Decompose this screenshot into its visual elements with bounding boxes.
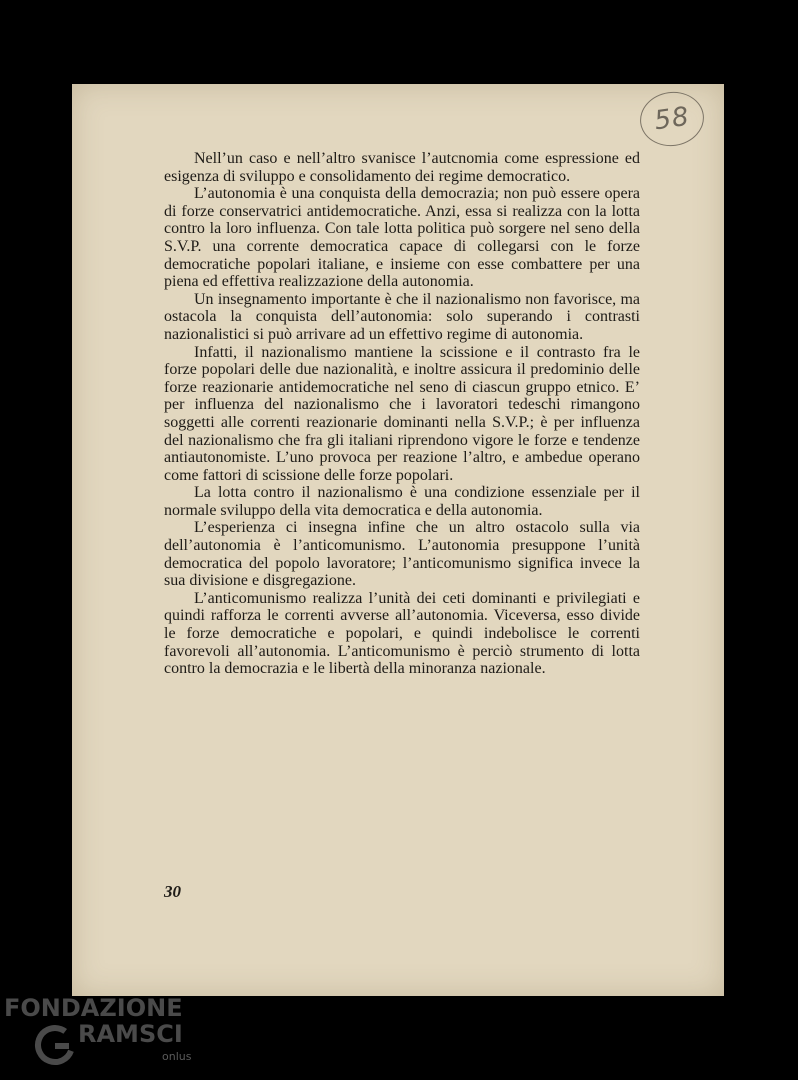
logo-g-letter: G — [55, 1050, 56, 1051]
logo-onlus: onlus — [162, 1050, 192, 1063]
paragraph: Nell’un caso e nell’altro svanisce l’autcnomia come espressione ed esigenza di sviluppo e consolidamento dei regime democratico. — [164, 150, 640, 185]
paragraph: L’autonomia è una conquista della democrazia; non può essere opera di forze conservatrici antidemocratiche. Anzi, essa si realizza con la lotta contro la loro influenza. Con tale lotta politica può sorgere nel seno della S.V.P. una corrente democratica capace di collegarsi con le forze democratiche popolari italiane, e insieme con esse combattere per una piena ed effettiva realizzazione della autonomia. — [164, 185, 640, 291]
page-stamp-number: 58 — [652, 101, 692, 137]
paragraph: L’anticomunismo realizza l’unità dei ceti dominanti e privilegiati e quindi rafforza le correnti avverse all’autonomia. Viceversa, esso divide le forze democratiche e popolari, e quindi indebolisce le correnti favorevoli all’autonomia. L’anticomunismo è perciò strumento di lotta contro la democrazia e le libertà della minoranza nazionale. — [164, 589, 640, 678]
body-text — [164, 150, 640, 678]
logo-g-icon — [34, 1024, 76, 1066]
paragraph: Un insegnamento importante è che il nazionalismo non favorisce, ma ostacola la conquista dell’autonomia: solo superando i contrasti nazionalistici si può arrivare ad un effettivo regime di autonomia. — [164, 290, 640, 343]
logo-line2: RAMSCI — [78, 1020, 183, 1048]
fondazione-gramsci-logo — [0, 990, 200, 1080]
page-number: 30 — [164, 882, 181, 901]
paragraph: Infatti, il nazionalismo mantiene la scissione e il contrasto fra le forze popolari delle due nazionalità, e inoltre assicura il predominio delle forze reazionarie antidemocratiche nel seno di ciascun gruppo etnico. E’ per influenza del nazionalismo che i lavoratori tedeschi rimangono soggetti alle correnti reazionarie dominanti nella S.V.P.; è per influenza del nazionalismo che fra gli italiani riprendono vigore le forze e tendenze antiautonomiste. L’uno provoca per reazione l’altro, e ambedue operano come fattori di scissione delle forze popolari. — [164, 343, 640, 484]
paragraph: La lotta contro il nazionalismo è una condizione essenziale per il normale sviluppo della vita democratica e della autonomia. — [164, 484, 640, 519]
logo-line1: FONDAZIONE — [4, 994, 183, 1022]
paragraph: L’esperienza ci insegna infine che un altro ostacolo sulla via dell’autonomia è l’anticomunismo. L’autonomia presuppone l’unità democratica del popolo lavoratore; l’anticomunismo significa invece la sua divisione e disgregazione. — [164, 519, 640, 590]
